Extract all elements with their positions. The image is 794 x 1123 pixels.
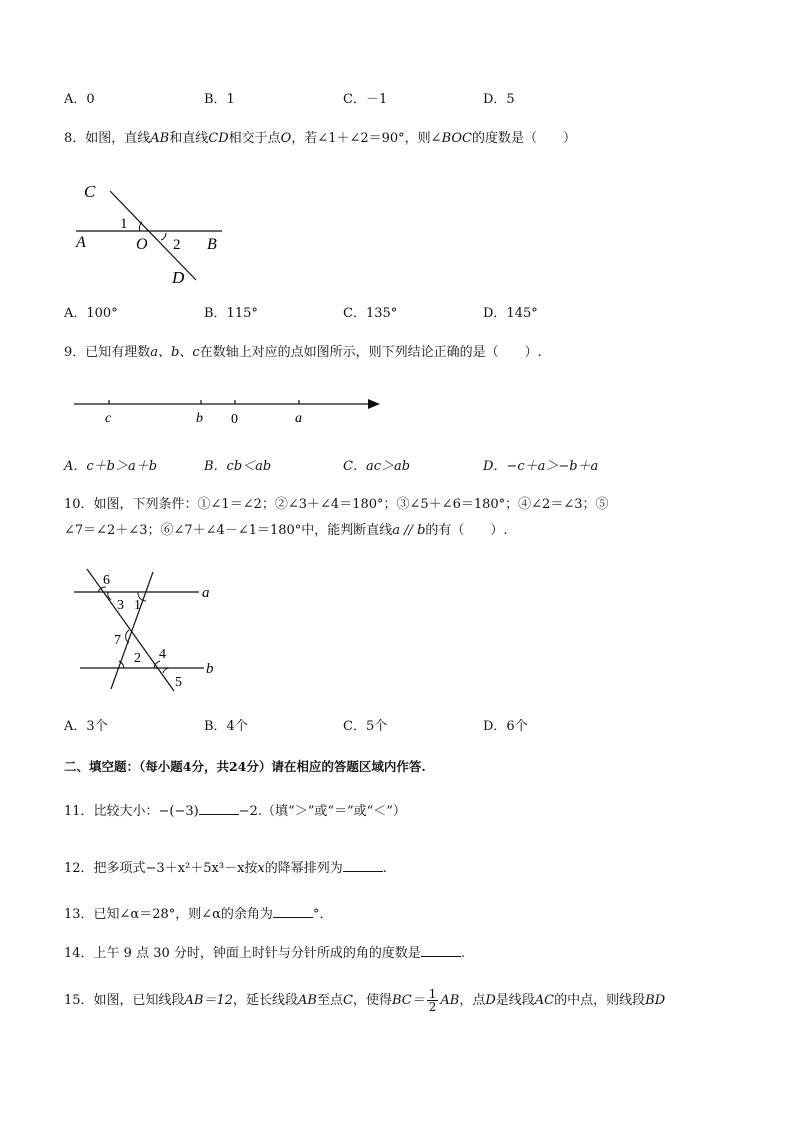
q9-number-line (70, 392, 390, 428)
q10-label-3: 3 (117, 598, 124, 613)
q10-label-b: b (206, 661, 214, 677)
q15-question: 15．如图，已知线段AB＝12，延长线段AB至点C，使得BC＝ $\frac{1}{2}$ AB，点D是线段AC的中点，则线段BD (64, 987, 666, 1014)
q9-option-b: B．cb＜ab (204, 459, 272, 474)
q13-question: 13．已知∠α＝28°，则∠α的余角为 °． (64, 907, 333, 922)
q10-option-a: A．3个 (64, 719, 108, 734)
q12-question: 12．把多项式−3＋x²＋5x³－x按x的降幂排列为 . (64, 861, 387, 876)
q10-option-c: C．5个 (343, 719, 388, 734)
q10-question-line2: ∠7＝∠2＋∠3；⑥∠7＋∠4－∠1＝180°中，能判断直线a // b的有（ ）. (64, 523, 508, 538)
q9-axis-zero: 0 (231, 412, 238, 427)
q8-figure (70, 175, 230, 290)
q11-question: 11．比较大小：−(−3) −2.（填“＞”或“＝”或“＜”） (64, 804, 406, 819)
q7-option-b: B．1 (204, 92, 235, 107)
q8-label-c: C (84, 182, 96, 201)
q10-label-4: 4 (159, 647, 166, 662)
q13-answer-blank[interactable] (273, 905, 313, 918)
q8-question: 8．如图，直线AB和直线CD相交于点O，若∠1＋∠2＝90°，则∠BOC的度数是（ ） (64, 131, 576, 146)
q14-question: 14．上午 9 点 30 分时，钟面上时针与分针所成的角的度数是 . (64, 946, 466, 961)
q10-question-line1: 10．如图，下列条件：①∠1＝∠2；②∠3＋∠4＝180°；③∠5＋∠6＝180°；④∠2＝∠3；⑤ (64, 497, 609, 512)
q8-label-d: D (172, 268, 185, 287)
q10-label-2: 2 (134, 651, 141, 666)
q10-label-a: a (202, 585, 210, 601)
q7-option-d: D．5 (483, 92, 515, 107)
q15-fraction: $\frac{1}{2}$ (428, 987, 437, 1014)
q10-figure (72, 565, 232, 695)
q9-axis-b: b (196, 411, 203, 426)
q9-option-a: A．c＋b＞a＋b (64, 459, 158, 474)
q14-answer-blank[interactable] (421, 944, 461, 957)
q8-option-b: B．115° (204, 306, 258, 321)
q8-option-d: D．145° (483, 306, 538, 321)
q12-answer-blank[interactable] (343, 859, 383, 872)
q9-question: 9．已知有理数a、b、c在数轴上对应的点如图所示，则下列结论正确的是（ ）. (64, 345, 542, 360)
q10-option-b: B．4个 (204, 719, 248, 734)
q10-option-d: D．6个 (483, 719, 528, 734)
q8-label-b: B (207, 236, 217, 253)
q11-answer-blank[interactable] (199, 802, 239, 815)
q8-option-c: C．135° (343, 306, 398, 321)
q9-axis-c: c (105, 411, 112, 426)
q8-label-2: 2 (173, 237, 181, 253)
q7-option-a: A．0 (64, 92, 95, 107)
q10-label-6: 6 (103, 573, 110, 588)
q7-option-c: C．－1 (343, 92, 388, 107)
q8-option-a: A．100° (64, 306, 118, 321)
q10-label-5: 5 (175, 675, 182, 690)
q8-label-o: O (136, 236, 148, 253)
section-2-title: 二、填空题：（每小题4分，共24分）请在相应的答题区域内作答. (64, 759, 426, 774)
q9-option-d: D．−c＋a＞−b＋a (483, 459, 599, 474)
q9-axis-a: a (295, 411, 302, 426)
q8-label-1: 1 (120, 216, 128, 232)
q10-label-1: 1 (134, 598, 141, 613)
q10-label-7: 7 (114, 633, 121, 648)
q8-label-a: A (76, 234, 86, 251)
q9-option-c: C．ac＞ab (343, 459, 411, 474)
